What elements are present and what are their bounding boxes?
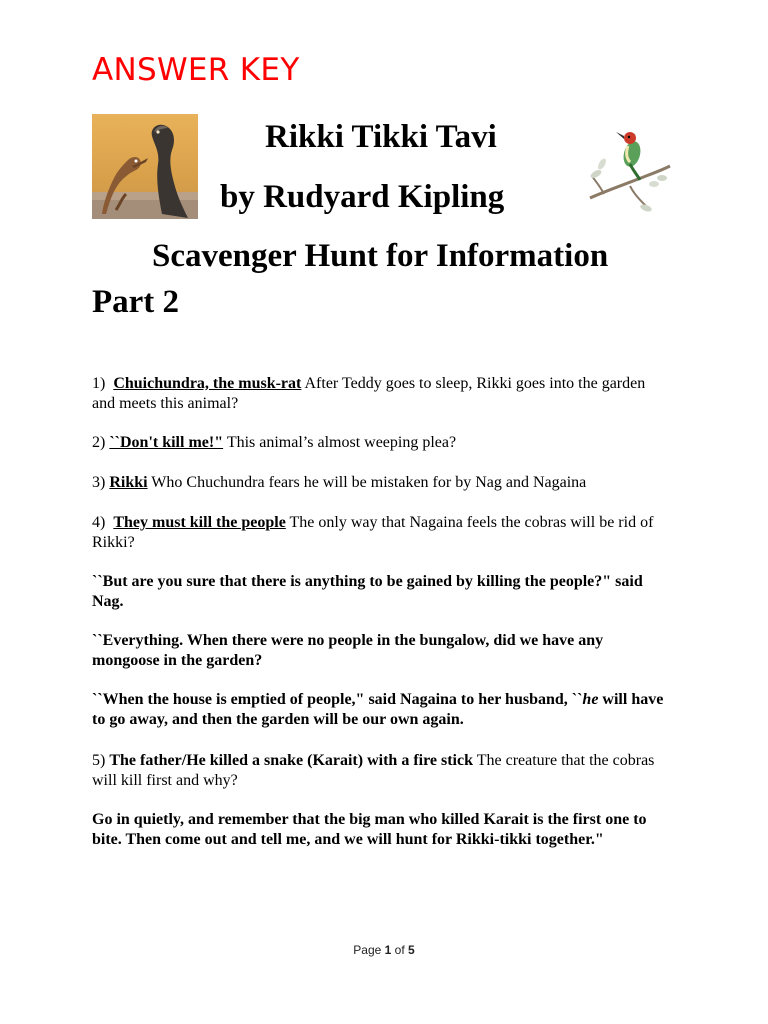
question-answer: ``Don't kill me!" — [109, 434, 224, 451]
quote-2: ``Everything. When there were no people in the bungalow, did we have any mongoose in the garden? — [92, 632, 604, 669]
question-answer: They must kill the people — [113, 514, 286, 531]
question-3 — [92, 473, 672, 493]
question-1 — [92, 374, 672, 414]
question-number: 1) — [92, 375, 106, 392]
question-4 — [92, 513, 672, 553]
question-answer: Rikki — [109, 474, 148, 491]
title-line-3: Scavenger Hunt for Information — [152, 238, 609, 274]
question-text: This animal’s almost weeping plea? — [226, 434, 457, 451]
title-line-2: by Rudyard Kipling — [220, 179, 505, 215]
question-5 — [92, 751, 672, 791]
question-text: The creature that the cobras will kill first and why? — [92, 752, 655, 789]
quote-3-emphasis: he — [582, 691, 599, 708]
question-number: 2) — [92, 434, 106, 451]
current-page-number: 1 — [384, 943, 392, 957]
question-2 — [92, 433, 672, 453]
quote-1: ``But are you sure that there is anything to be gained by killing the people?" said Nag. — [92, 573, 643, 610]
question-number: 5) — [92, 752, 106, 769]
total-pages-number: 5 — [408, 943, 415, 957]
quote-3-part-2: will have to go away, and then the garden will be our own again. — [92, 691, 664, 728]
quote-3-part-1: ``When the house is emptied of people," said Nagaina to her husband, `` — [92, 691, 583, 708]
quote-3 — [92, 690, 672, 730]
of-word: of — [394, 943, 405, 957]
page-footer — [0, 943, 768, 957]
title-line-1: Rikki Tikki Tavi — [265, 119, 497, 155]
page-word: Page — [353, 943, 382, 957]
question-answer: The father/He killed a snake (Karait) with a fire stick — [109, 752, 473, 769]
question-text: After Teddy goes to sleep, Rikki goes into the garden and meets this animal? — [92, 375, 646, 412]
title-line-4: Part 2 — [92, 284, 180, 320]
question-answer: Chuichundra, the musk-rat — [113, 375, 302, 392]
question-number: 4) — [92, 514, 106, 531]
question-text: Who Chuchundra fears he will be mistaken for by Nag and Nagaina — [151, 474, 587, 491]
question-number: 3) — [92, 474, 106, 491]
answer-key-heading: ANSWER KEY — [92, 52, 300, 88]
question-text: The only way that Nagaina feels the cobras will be rid of Rikki? — [92, 514, 654, 551]
mongoose-cobra-image — [92, 114, 198, 219]
quote-4: Go in quietly, and remember that the big man who killed Karait is the first one to bite. Then come out and tell me, and we will hunt for Rikki-tikki together." — [92, 811, 647, 848]
bird-on-branch-image — [584, 124, 674, 218]
